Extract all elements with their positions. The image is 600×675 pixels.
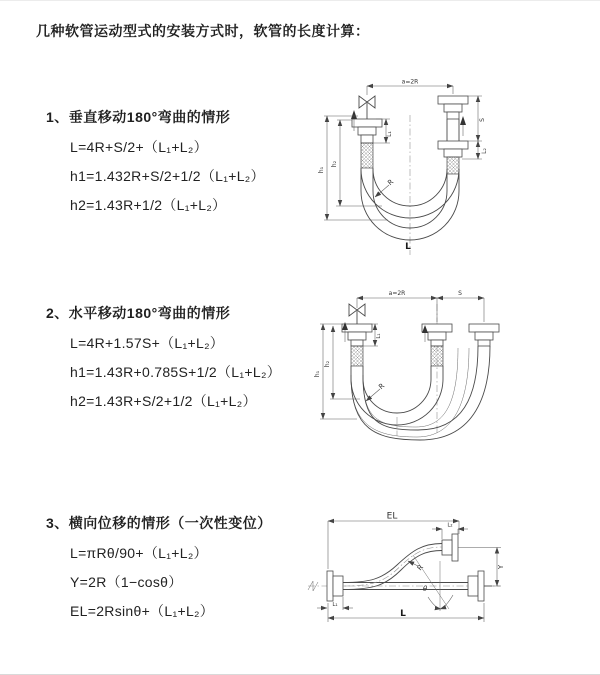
dim-s — [468, 96, 486, 141]
label-l1: L₁ — [386, 131, 393, 137]
label-theta: θ — [422, 585, 428, 593]
label-a2r: a=2R — [388, 290, 406, 297]
label-h2: h₂ — [324, 360, 331, 368]
right-fitting — [469, 324, 499, 346]
section-3-formula-el: EL=2Rsinθ+（L₁+L₂） — [70, 603, 215, 619]
label-s: S — [479, 118, 486, 122]
label-h1: h₁ — [314, 370, 321, 378]
braided-section — [351, 346, 363, 366]
label-h1: h₁ — [318, 166, 325, 174]
label-y: Y — [497, 564, 505, 570]
label-el: EL — [386, 511, 398, 522]
section-2-formula-h2: h2=1.43R+S/2+1/2（L₁+L₂） — [70, 393, 257, 409]
section-2-heading: 2、水平移动180°弯曲的情形 — [46, 305, 231, 321]
dim-l1 — [317, 597, 353, 610]
dim-h1 — [318, 116, 388, 220]
page-title: 几种软管运动型式的安装方式时，软管的长度计算： — [36, 23, 370, 39]
hose-sweep-curves — [351, 346, 490, 440]
section-1-heading: 1、垂直移动180°弯曲的情形 — [46, 109, 231, 125]
diagram-lateral-displacement — [300, 509, 525, 644]
label-l2: L₂ — [447, 522, 453, 529]
dim-a2r — [357, 290, 484, 322]
braided-section — [447, 157, 459, 174]
dim-l2 — [432, 523, 468, 540]
dim-r — [408, 561, 425, 572]
label-l1: L₁ — [376, 333, 382, 339]
section-1-formula-h1: h1=1.432R+S/2+1/2（L₁+L₂） — [70, 168, 265, 184]
label-l2: L₂ — [481, 148, 488, 154]
label-r: R — [386, 177, 396, 188]
label-a2r: a=2R — [401, 78, 419, 86]
dim-a2r — [367, 79, 453, 96]
section-3-formula-y: Y=2R（1−cosθ） — [70, 574, 183, 590]
left-flange — [327, 571, 343, 601]
dim-el — [328, 511, 459, 573]
label-r: R — [415, 563, 426, 573]
dim-s — [437, 290, 484, 298]
label-s: S — [458, 290, 462, 297]
right-fittings — [438, 96, 468, 191]
braided-section — [431, 346, 443, 366]
valve-icon — [359, 96, 375, 119]
label-h2: h₂ — [331, 160, 338, 168]
left-fitting — [342, 324, 372, 379]
label-l: L — [405, 242, 411, 252]
dim-l — [328, 603, 484, 622]
upper-right-flange — [442, 534, 458, 561]
section-3-formula-l: L=πRθ/90+（L₁+L₂） — [70, 545, 208, 561]
section-2-formula-h1: h1=1.43R+0.785S+1/2（L₁+L₂） — [70, 364, 281, 380]
dim-r — [366, 382, 386, 401]
label-r: R — [377, 381, 387, 392]
section-1-formula-l: L=4R+S/2+（L₁+L₂） — [70, 139, 208, 155]
label-l: L — [400, 609, 406, 619]
label-l1: L₁ — [332, 602, 338, 608]
diagram-vertical-180-bend — [310, 73, 510, 263]
section-1-formula-h2: h2=1.43R+1/2（L₁+L₂） — [70, 197, 227, 213]
section-2-formula-l: L=4R+1.57S+（L₁+L₂） — [70, 335, 225, 351]
diagram-horizontal-180-bend — [312, 284, 522, 449]
braided-section — [361, 143, 373, 168]
left-fitting — [352, 119, 382, 191]
section-3-heading: 3、横向位移的情形（一次性变位） — [46, 515, 272, 531]
